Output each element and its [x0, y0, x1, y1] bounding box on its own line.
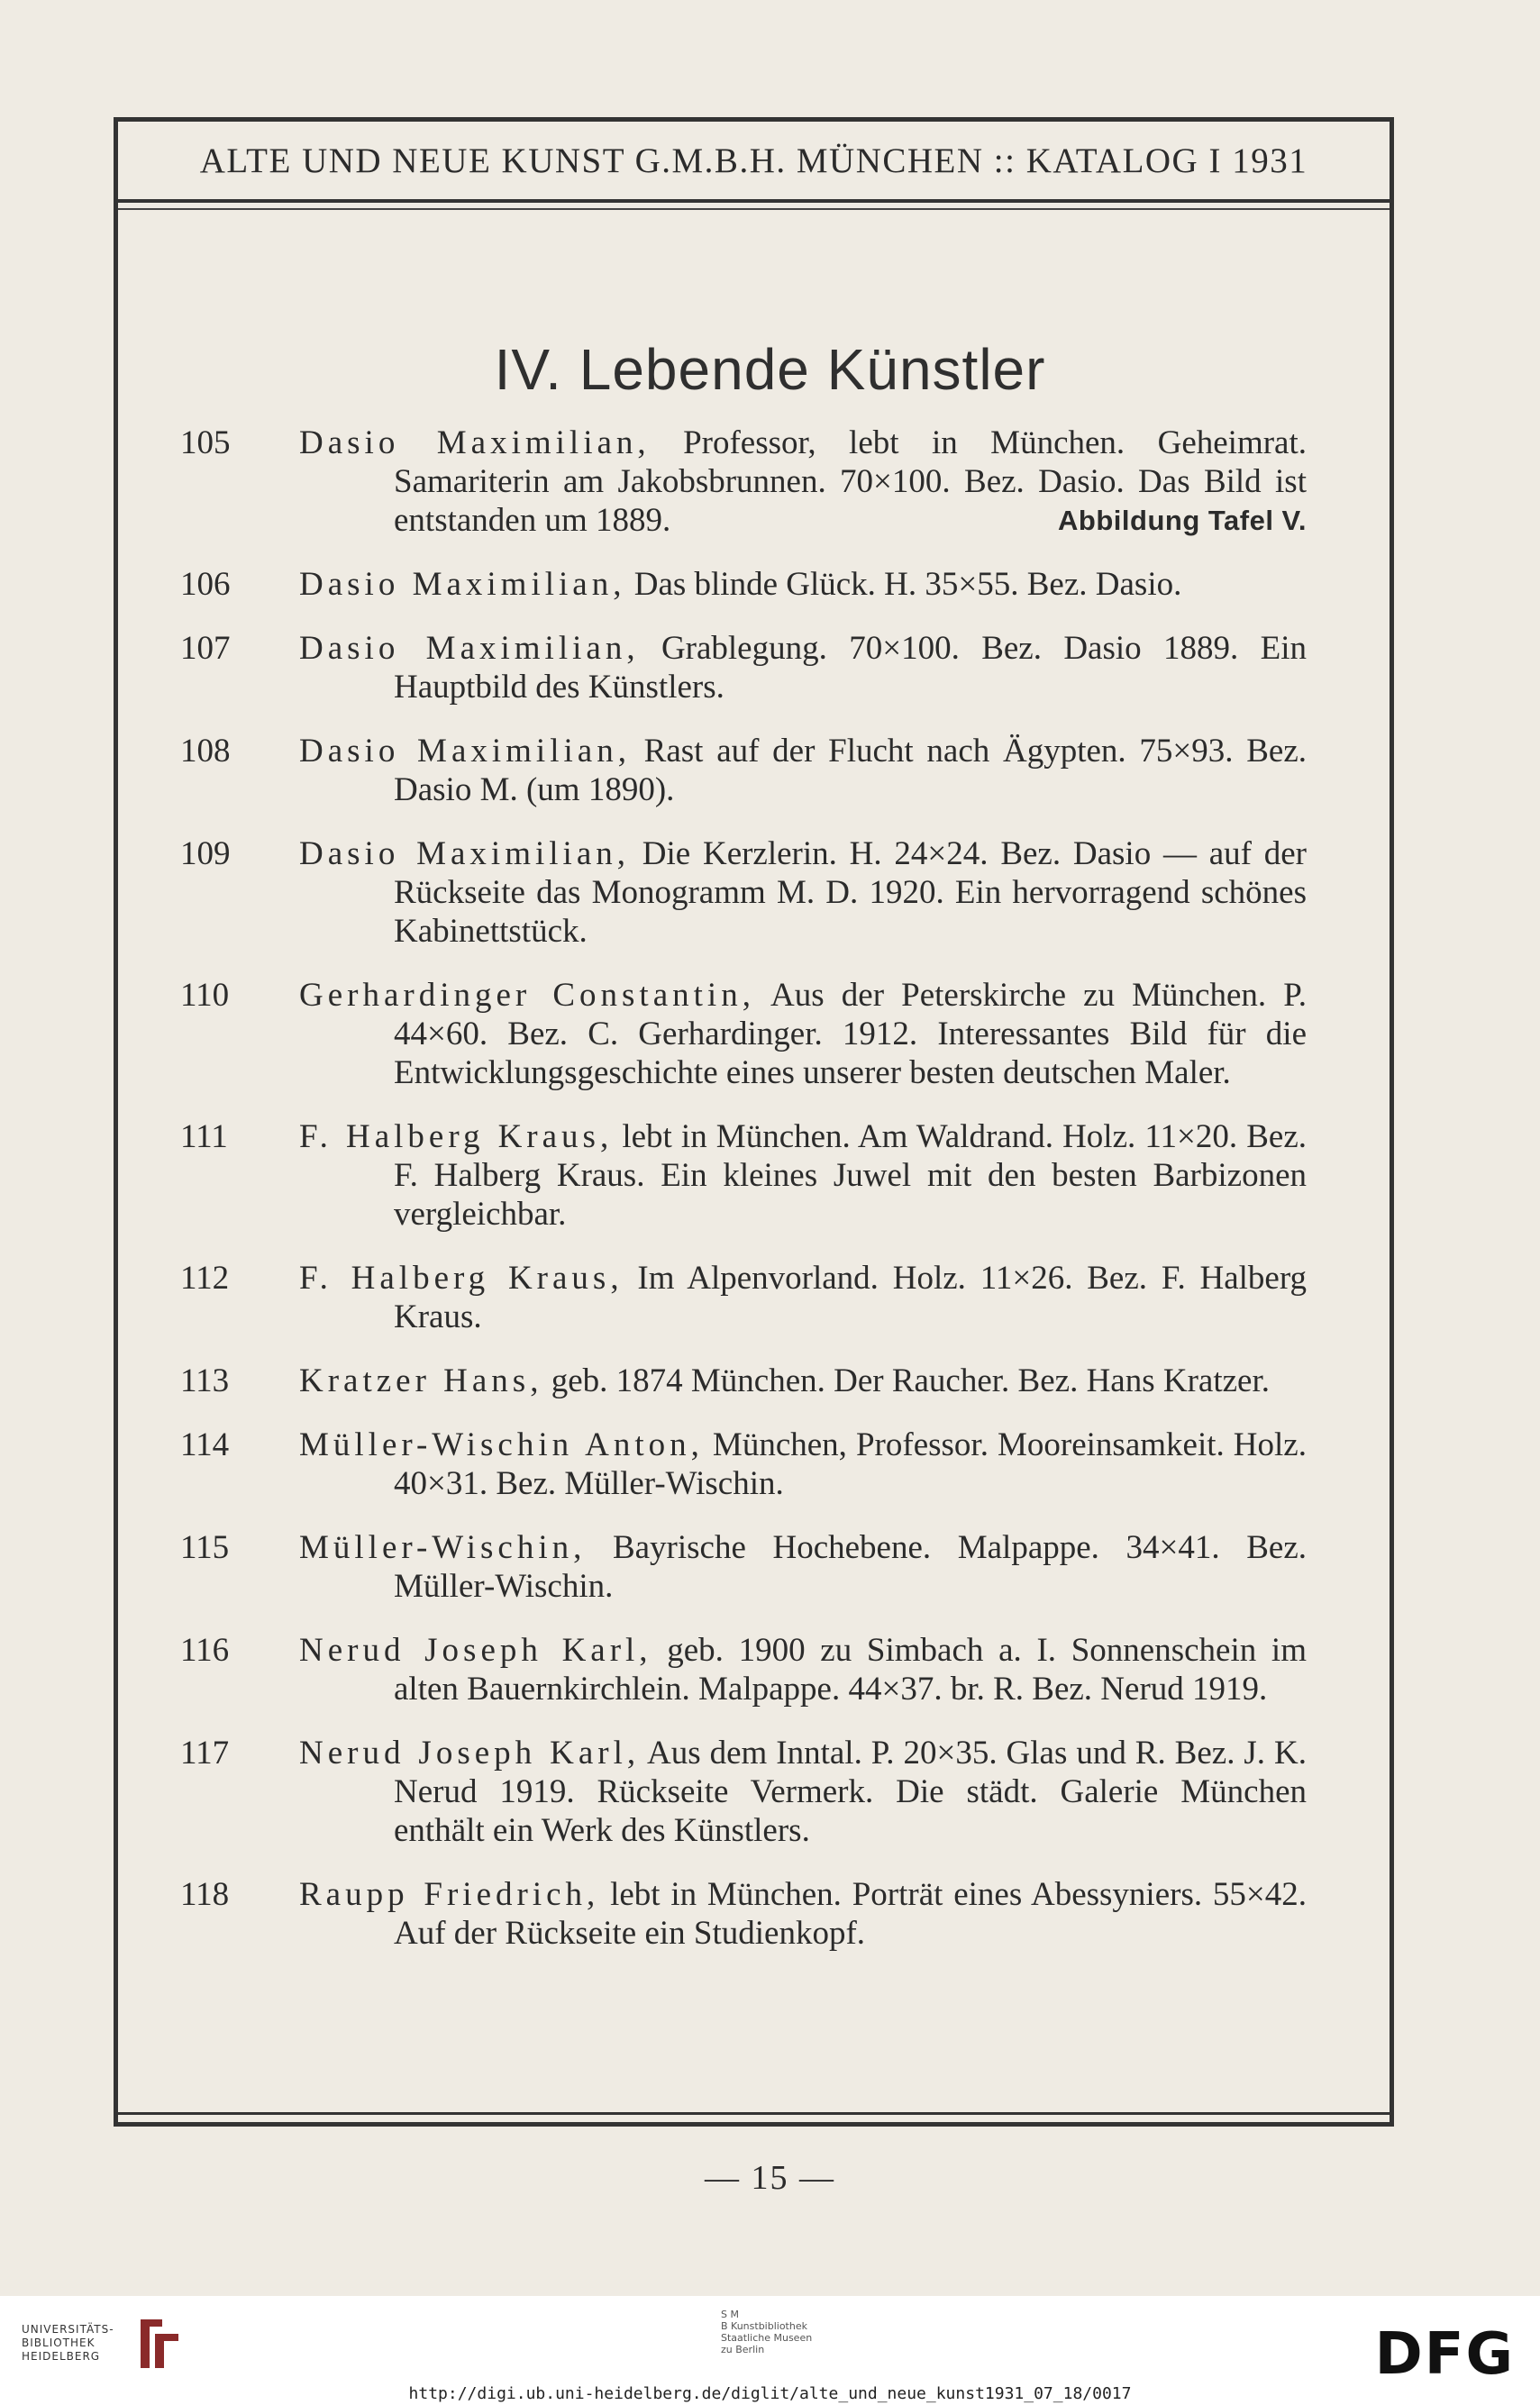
entry-number: 116 [180, 1632, 230, 1669]
entry-number: 114 [180, 1426, 230, 1463]
page-number: — 15 — [705, 2159, 835, 2197]
entry-body [299, 1426, 1307, 1503]
entry-artist: Dasio Maximilian, [299, 566, 626, 603]
entry-number: 117 [180, 1735, 230, 1772]
entry-body [299, 1875, 1307, 1953]
entry-text: lebt in München. Am Waldrand. Holz. 11×20. Bez. F. Halberg Kraus. Ein kleines Juwel mit den besten Barbizonen vergleichbar. [394, 1118, 1307, 1233]
entry-number: 108 [180, 733, 231, 770]
catalog-entries [180, 424, 1307, 1978]
museum-stamp [721, 2309, 812, 2355]
entry-artist: F. Halberg Kraus, [299, 1118, 614, 1155]
entry-text: Rast auf der Flucht nach Ägypten. 75×93. Bez. Dasio M. (um 1890). [394, 733, 1308, 808]
stamp-line: S M [721, 2309, 739, 2320]
entry-artist: Dasio Maximilian, [299, 630, 640, 667]
catalog-entry [180, 976, 1307, 1092]
plate-reference: Abbildung Tafel V. [1058, 505, 1307, 536]
entry-text: Die Kerzlerin. H. 24×24. Bez. Dasio — auf der Rückseite das Monogramm M. D. 1920. Ein hervorragend schönes Kabinettstück. [394, 835, 1308, 950]
entry-body [299, 732, 1307, 809]
entry-artist: Müller-Wischin, [299, 1529, 587, 1566]
library-line: BIBLIOTHEK [22, 2337, 96, 2349]
catalog-entry [180, 565, 1307, 604]
entry-artist: Raupp Friedrich, [299, 1876, 600, 1913]
entry-text: Das blinde Glück. H. 35×55. Bez. Dasio. [625, 566, 1182, 603]
catalog-entry [180, 1259, 1307, 1336]
catalog-entry [180, 1426, 1307, 1503]
entry-body [299, 1117, 1307, 1234]
entry-body [299, 1734, 1307, 1850]
entry-artist: Kratzer Hans, [299, 1362, 543, 1399]
dfg-logo: DFG [1374, 2321, 1515, 2388]
section-title: IV. Lebende Künstler [494, 336, 1046, 402]
library-mark-icon [135, 2314, 184, 2373]
entry-text: Aus der Peterskirche zu München. P. 44×60. Bez. C. Gerhardinger. 1912. Interessantes Bild für die Entwicklungsgeschichte eines unserer besten deutschen Maler. [394, 977, 1307, 1091]
catalog-entry [180, 732, 1307, 809]
catalog-entry [180, 1734, 1307, 1850]
entry-text: Bayrische Hochebene. Malpappe. 34×41. Bez. Müller-Wischin. [394, 1529, 1307, 1605]
catalog-entry [180, 629, 1307, 706]
entry-number: 109 [180, 835, 231, 872]
entry-artist: F. Halberg Kraus, [299, 1260, 624, 1297]
entry-text: geb. 1874 München. Der Raucher. Bez. Hans Kratzer. [542, 1362, 1270, 1399]
entry-number: 105 [180, 424, 231, 461]
entry-number: 112 [180, 1260, 230, 1297]
entry-text: Grablegung. 70×100. Bez. Dasio 1889. Ein Hauptbild des Künstlers. [394, 630, 1307, 706]
entry-number: 113 [180, 1362, 230, 1399]
stamp-line: zu Berlin [721, 2344, 765, 2355]
entry-body [299, 629, 1307, 706]
source-url[interactable]: http://digi.ub.uni-heidelberg.de/diglit/alte_und_neue_kunst1931_07_18/0017 [408, 2384, 1132, 2403]
entry-body [299, 424, 1307, 540]
entry-number: 106 [180, 566, 231, 603]
entry-text: geb. 1900 zu Simbach a. I. Sonnenschein im alten Bauernkirchlein. Malpappe. 44×37. br. R. Bez. Nerud 1919. [394, 1632, 1307, 1708]
entry-number: 107 [180, 630, 231, 667]
entry-text: München, Professor. Mooreinsamkeit. Holz. 40×31. Bez. Müller-Wischin. [394, 1426, 1307, 1502]
library-line: UNIVERSITÄTS- [22, 2323, 114, 2336]
footer-rule [118, 2112, 1390, 2115]
entry-body [299, 834, 1307, 951]
catalog-entry [180, 1362, 1307, 1400]
stamp-line: B Kunstbibliothek [721, 2320, 807, 2332]
catalog-header-text: ALTE UND NEUE KUNST G.M.B.H. MÜNCHEN :: KATALOG I 1931 [199, 141, 1308, 180]
entry-artist: Dasio Maximilian, [299, 835, 630, 872]
entry-body [299, 976, 1307, 1092]
entry-artist: Müller-Wischin Anton, [299, 1426, 704, 1463]
entry-body [299, 565, 1307, 604]
entry-number: 118 [180, 1876, 230, 1913]
entry-text: Aus dem Inntal. P. 20×35. Glas und R. Bez. J. K. Nerud 1919. Rückseite Vermerk. Die städt. Galerie München enthält ein Werk des Künstlers. [394, 1735, 1307, 1849]
entry-text: Im Alpenvorland. Holz. 11×26. Bez. F. Halberg Kraus. [394, 1260, 1307, 1335]
entry-body [299, 1362, 1307, 1400]
entry-text: Professor, lebt in München. Geheimrat. Samariterin am Jakobsbrunnen. 70×100. Bez. Dasio. Das Bild ist entstanden um 1889. [394, 424, 1308, 539]
stamp-line: Staatliche Museen [721, 2332, 813, 2344]
entry-body [299, 1259, 1307, 1336]
library-footer [0, 2296, 1540, 2405]
entry-body [299, 1528, 1307, 1606]
entry-number: 111 [180, 1118, 228, 1155]
catalog-entry [180, 1875, 1307, 1953]
catalog-entry [180, 1528, 1307, 1606]
catalog-header [118, 122, 1390, 203]
catalog-entry [180, 1117, 1307, 1234]
entry-text: lebt in München. Porträt eines Abessyniers. 55×42. Auf der Rückseite ein Studienkopf. [394, 1876, 1308, 1952]
catalog-entry [180, 1631, 1307, 1708]
entry-artist: Dasio Maximilian, [299, 424, 651, 461]
entry-number: 115 [180, 1529, 230, 1566]
entry-number: 110 [180, 977, 230, 1014]
entry-artist: Dasio Maximilian, [299, 733, 631, 770]
entry-artist: Gerhardinger Constantin, [299, 977, 755, 1014]
catalog-entry [180, 834, 1307, 951]
library-logo-text [22, 2323, 114, 2364]
library-line: HEIDELBERG [22, 2350, 101, 2363]
entry-artist: Nerud Joseph Karl, [299, 1632, 652, 1669]
entry-body [299, 1631, 1307, 1708]
catalog-entry [180, 424, 1307, 540]
entry-artist: Nerud Joseph Karl, [299, 1735, 641, 1772]
